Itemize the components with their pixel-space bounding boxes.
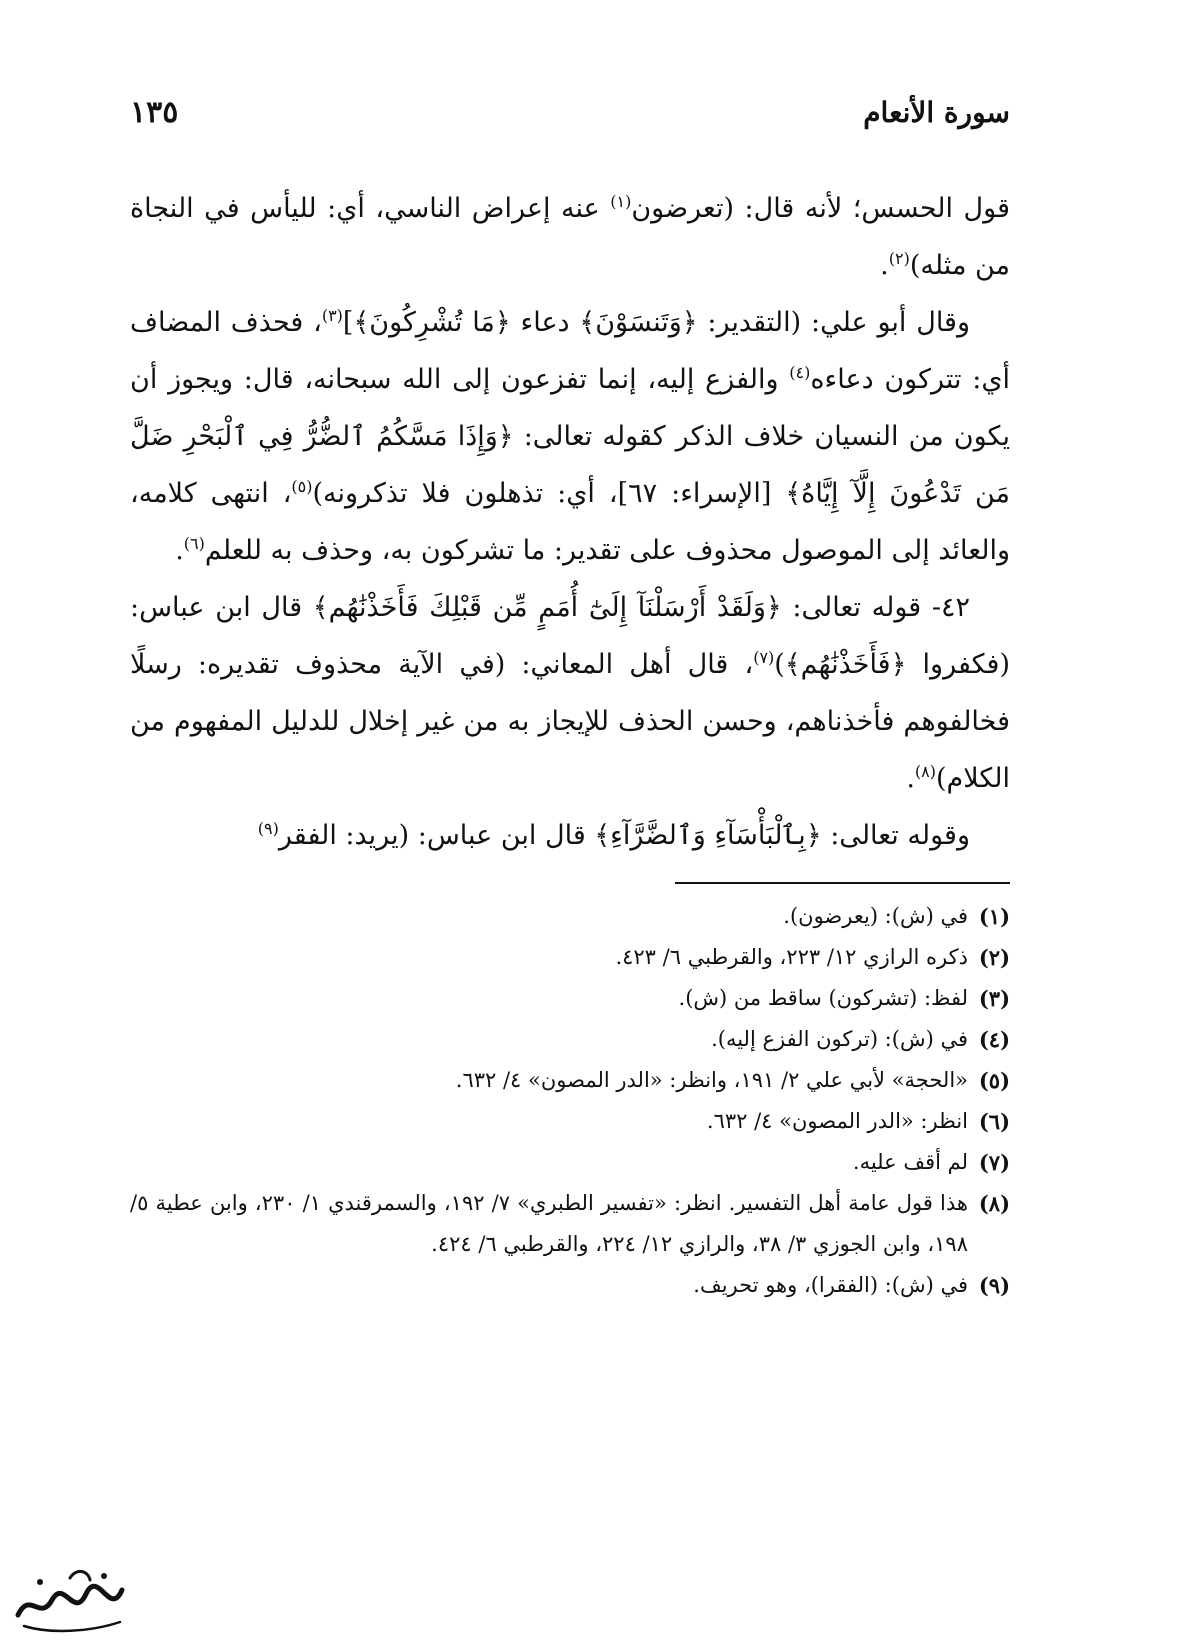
footnote-ref: (٨)	[914, 762, 936, 781]
footnote	[130, 1183, 1010, 1265]
footnote	[130, 1142, 1010, 1183]
footnote-text: لم أقف عليه.	[852, 1150, 968, 1174]
footnote-text: ذكره الرازي ١٢/ ٢٢٣، والقرطبي ٦/ ٤٢٣.	[615, 945, 968, 969]
text-run: .	[906, 763, 915, 794]
footnote-ref: (٤)	[789, 363, 811, 382]
footnotes	[130, 896, 1010, 1306]
publisher-logo	[10, 1560, 128, 1640]
footnote-divider	[675, 882, 1010, 884]
paragraph	[130, 294, 1010, 579]
footnote	[130, 896, 1010, 937]
footnote-ref: (١)	[610, 192, 632, 211]
footnote-text: «الحجة» لأبي علي ٢/ ١٩١، وانظر: «الدر المصون» ٤/ ٦٣٢.	[455, 1068, 968, 1092]
footnote-number: (٥)	[978, 1068, 1010, 1093]
footnote	[130, 1060, 1010, 1101]
text-run: .	[880, 250, 889, 281]
text-run: ٤٢- قوله تعالى: ﴿وَلَقَدْ أَرْسَلْنَآ إِلَىٰٓ أُمَمٍ مِّن قَبْلِكَ فَأَخَذْنَٰهُم﴾ قال ابن عباس: (فكفروا ﴿فَأَخَذْنَٰهُم﴾)	[130, 592, 1010, 680]
surah-title: سورة الأنعام	[863, 96, 1010, 129]
footnote-ref: (٥)	[291, 477, 313, 496]
page	[130, 95, 1010, 1535]
footnote-text: في (ش): (يعرضون).	[783, 904, 968, 928]
page-number: ١٣٥	[130, 95, 179, 130]
footnote-ref: (٢)	[888, 249, 910, 268]
footnote-text: لفظ: (تشركون) ساقط من (ش).	[678, 986, 968, 1010]
text-run: ، فحذف المضاف أي: تتركون دعاءه	[130, 307, 1010, 395]
footnote-text: انظر: «الدر المصون» ٤/ ٦٣٢.	[706, 1109, 968, 1133]
footnote-number: (١)	[978, 904, 1010, 929]
footnote	[130, 1101, 1010, 1142]
text-run: ، قال أهل المعاني: (في الآية محذوف تقديره: رسلًا فخالفوهم فأخذناهم، وحسن الحذف للإيجاز به من غير إخلال للدليل المفهوم من الكلام)	[130, 649, 1010, 794]
text-run: عنه إعراض الناسي، أي: لليأس في النجاة من مثله)	[130, 193, 1010, 281]
footnote	[130, 978, 1010, 1019]
paragraph	[130, 807, 1010, 864]
footnote-number: (٧)	[978, 1150, 1010, 1175]
paragraph	[130, 579, 1010, 807]
text-run: وقوله تعالى: ﴿بِٱلْبَأْسَآءِ وَٱلضَّرَّآءِ﴾ قال ابن عباس: (يريد: الفقر	[278, 820, 970, 851]
paragraph	[130, 180, 1010, 294]
footnote-number: (٦)	[978, 1109, 1010, 1134]
footnote-number: (٣)	[978, 986, 1010, 1011]
text-run: ، انتهى كلامه، والعائد إلى الموصول محذوف على تقدير: ما تشركون به، وحذف به للعلم	[130, 478, 1010, 566]
text-run: والفزع إليه، إنما تفزعون إلى الله سبحانه، قال: ويجوز أن يكون من النسيان خلاف الذكر كقوله تعالى: ﴿وَإِذَا مَسَّكُمُ ٱلضُّرُّ فِي ٱلْبَحْرِ ضَلَّ مَن تَدْعُونَ إِلَّآ إِيَّاهُ﴾ [الإسراء: ٦٧]، أي: تذهلون فلا تذكرونه)	[130, 364, 1011, 509]
text-run: وقال أبو علي: (التقدير: ﴿وَتَنسَوْنَ﴾ دعاء ﴿مَا تُشْرِكُونَ﴾]	[342, 307, 971, 338]
footnote-ref: (٧)	[753, 648, 775, 667]
footnote-ref: (٦)	[183, 534, 205, 553]
text-run: قول الحسس؛ لأنه قال: (تعرضون	[631, 193, 1010, 224]
footnote-number: (٩)	[978, 1273, 1010, 1298]
body-text	[130, 180, 1010, 864]
footnote-text: في (ش): (تركون الفزع إليه).	[711, 1027, 968, 1051]
footnote-number: (٨)	[978, 1191, 1010, 1216]
footnote	[130, 1019, 1010, 1060]
text-run: .	[175, 535, 184, 566]
footnote-number: (٤)	[978, 1027, 1010, 1052]
footnote-ref: (٣)	[321, 306, 343, 325]
footnote-number: (٢)	[978, 945, 1010, 970]
footnote	[130, 1265, 1010, 1306]
footnote-ref: (٩)	[257, 819, 279, 838]
page-header	[130, 95, 1010, 155]
footnote-text: في (ش): (الفقرا)، وهو تحريف.	[693, 1273, 968, 1297]
footnote-text: هذا قول عامة أهل التفسير. انظر: «تفسير الطبري» ٧/ ١٩٢، والسمرقندي ١/ ٢٣٠، وابن عطية ٥/ ١٩٨، وابن الجوزي ٣/ ٣٨، والرازي ١٢/ ٢٢٤، والقرطبي ٦/ ٤٢٤.	[130, 1191, 968, 1256]
footnote	[130, 937, 1010, 978]
